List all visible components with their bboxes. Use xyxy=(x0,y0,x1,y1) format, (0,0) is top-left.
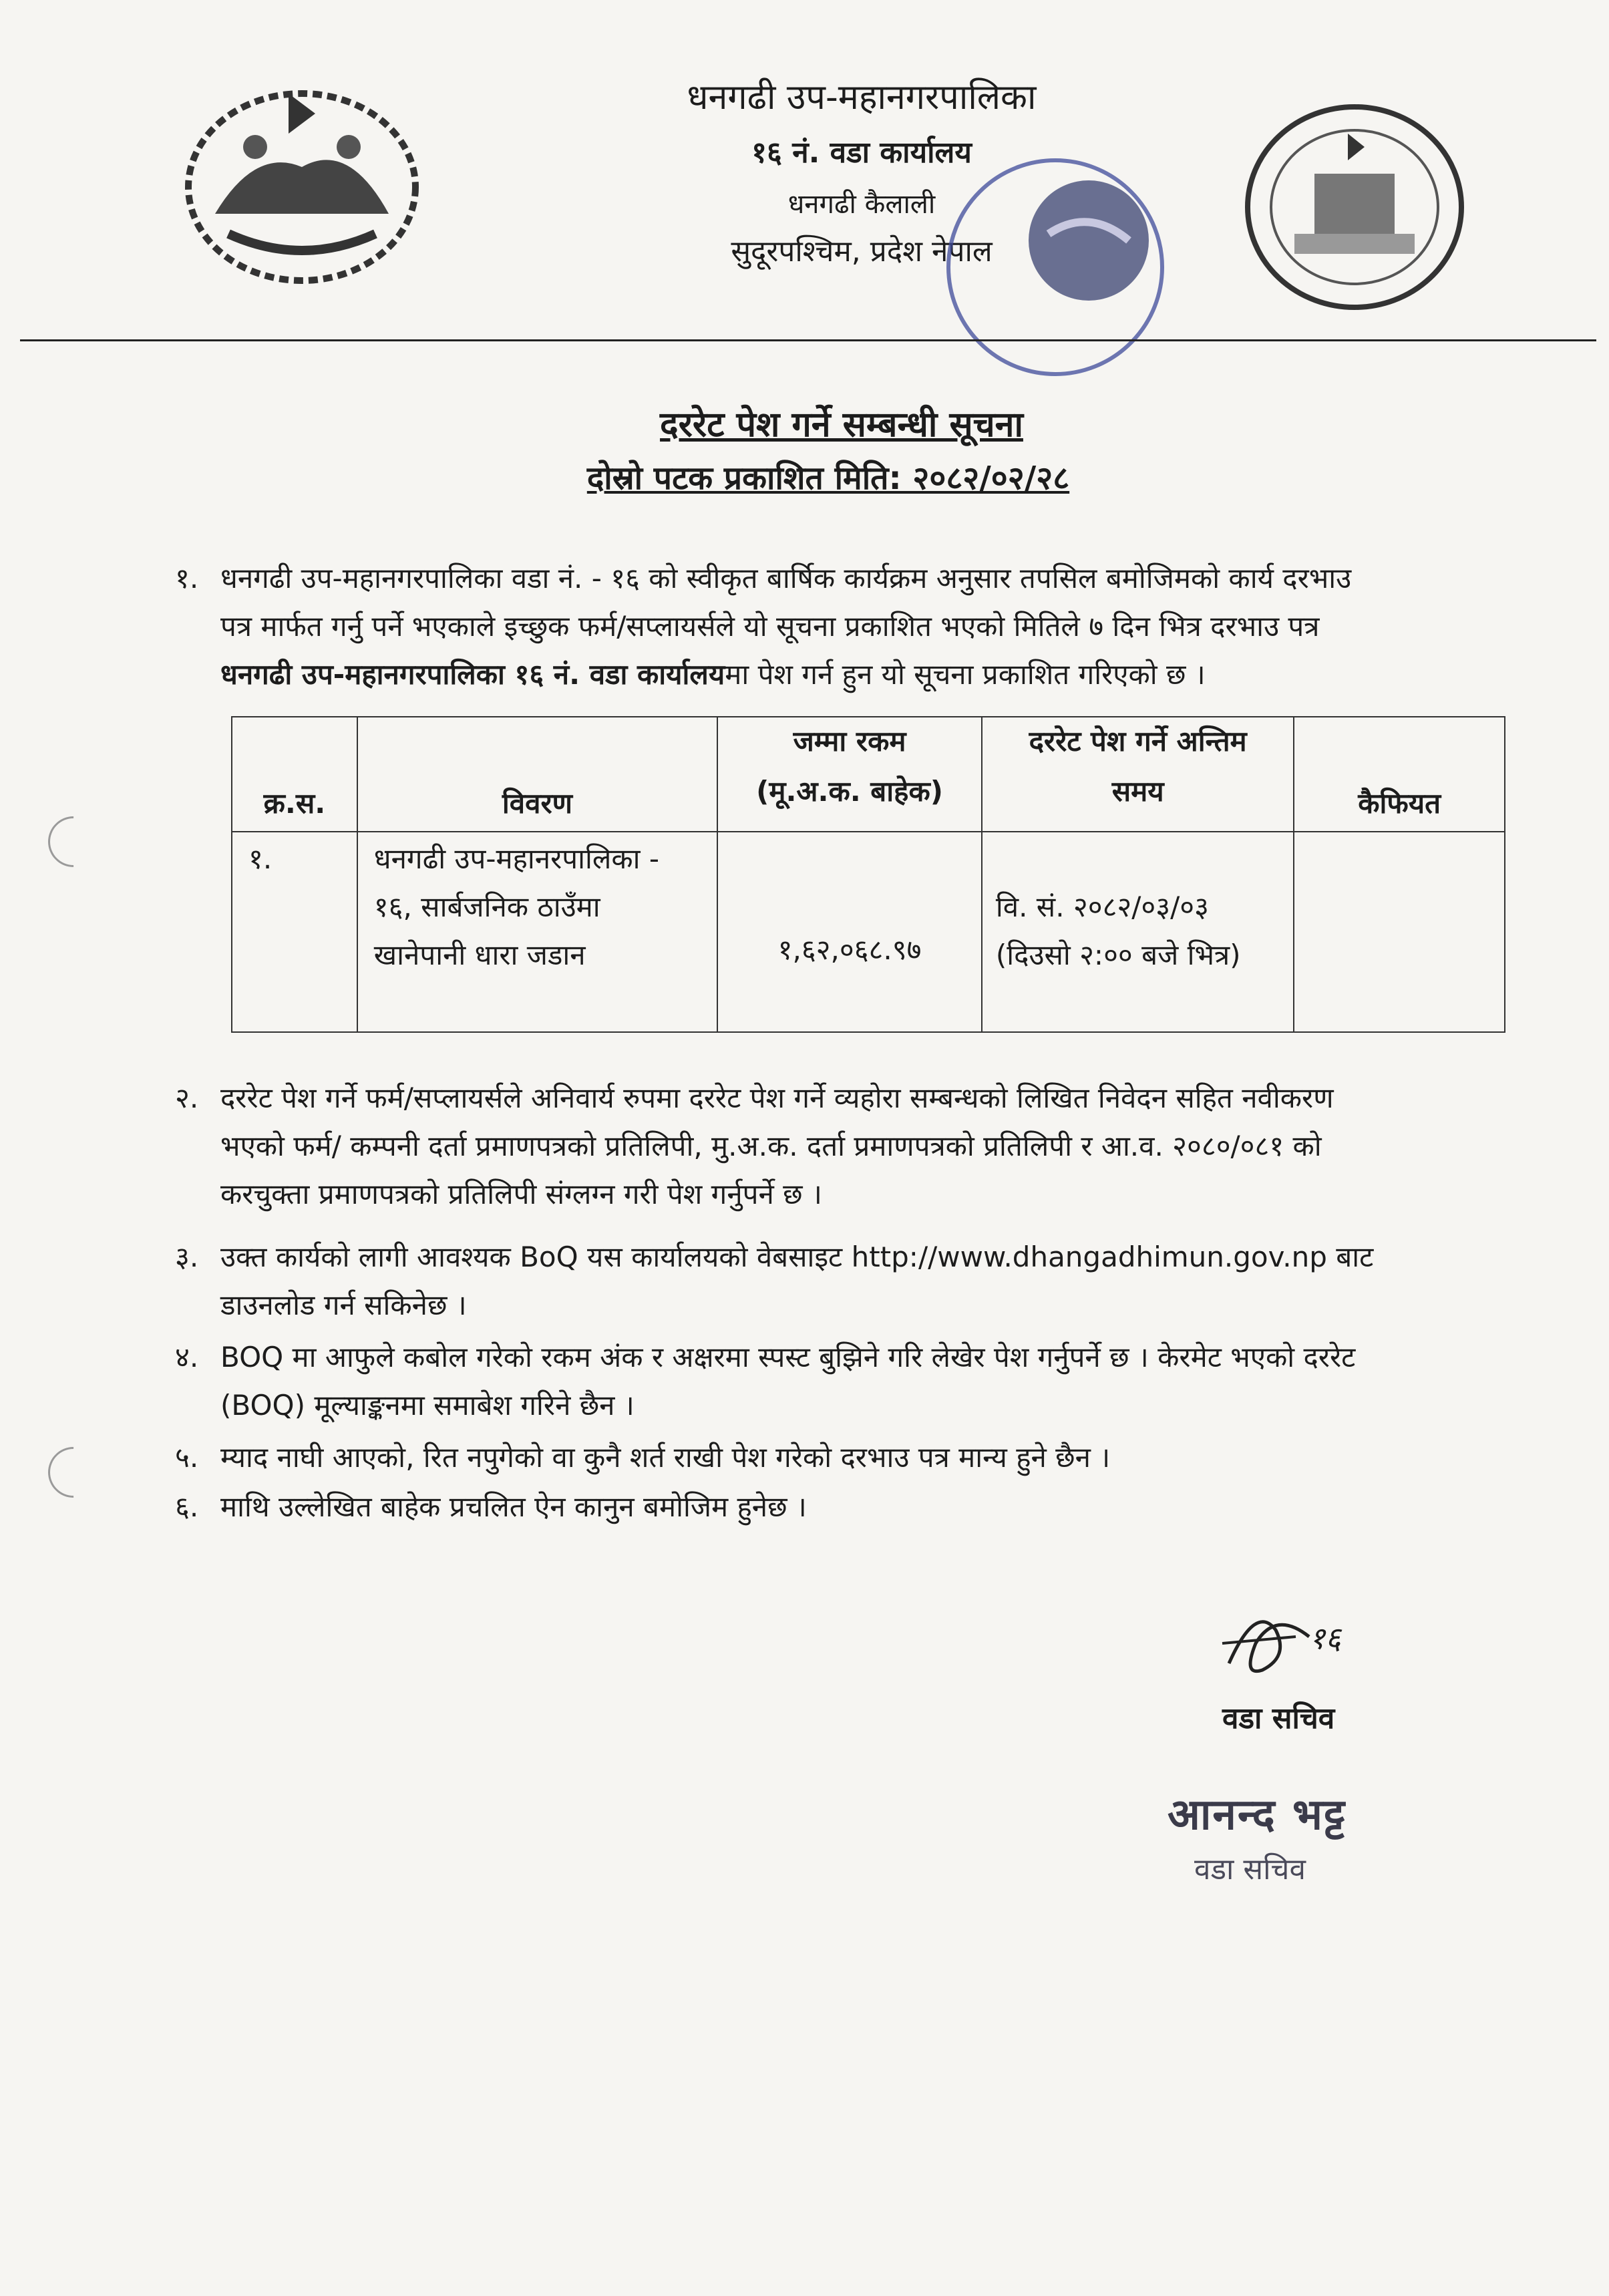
table-row xyxy=(232,832,1505,1032)
signature-scribble: १६ xyxy=(1309,1620,1341,1656)
header-amount xyxy=(717,717,982,832)
header-amount-line: जम्मा रकम xyxy=(793,725,906,758)
notice-published-date: दोस्रो पटक प्रकाशित मिति: २०८२/०२/२८ xyxy=(586,460,1070,497)
item-line: करचुक्ता प्रमाणपत्रको प्रतिलिपी संग्लग्न गरी पेश गर्नुपर्ने छ । xyxy=(220,1178,822,1210)
item-4-text xyxy=(220,1333,1523,1430)
cell-deadline xyxy=(982,832,1294,1032)
header-description: विवरण xyxy=(357,717,717,832)
item-line: माथि उल्लेखित बाहेक प्रचलित ऐन कानुन बमोजिम हुनेछ । xyxy=(220,1490,807,1523)
item-2-text xyxy=(220,1074,1523,1218)
desc-line: खानेपानी धारा जडान xyxy=(373,939,586,971)
item-line: पत्र मार्फत गर्नु पर्ने भएकाले इच्छुक फर्म/सप्लायर्सले यो सूचना प्रकाशित भएको मितिले ७ दिन भित्र दरभाउ पत्र xyxy=(220,610,1320,643)
name-stamp-role: वडा सचिव xyxy=(1194,1852,1306,1887)
notice-title: दररेट पेश गर्ने सम्बन्धी सूचना xyxy=(660,405,1023,445)
cell-amount: १,६२,०६८.९७ xyxy=(717,832,982,1032)
item-number: ६. xyxy=(175,1490,199,1523)
handwritten-signature xyxy=(1216,1590,1389,1690)
deadline-line: वि. सं. २०८२/०३/०३ xyxy=(995,890,1209,923)
item-1-text xyxy=(220,554,1523,699)
item-line: (BOQ) मूल्याङ्कनमा समाबेश गरिने छैन । xyxy=(220,1389,635,1422)
item-line xyxy=(220,651,1523,699)
tender-table xyxy=(231,716,1505,1033)
header-deadline-line: दररेट पेश गर्ने अन्तिम xyxy=(1029,725,1247,758)
item-number: ४. xyxy=(175,1341,199,1373)
item-number: ३. xyxy=(175,1241,199,1273)
item-6-text xyxy=(220,1483,1523,1531)
org-name: धनगढी उप-महानगरपालिका xyxy=(687,77,1037,118)
item-5-text xyxy=(220,1434,1523,1482)
item-line: भएको फर्म/ कम्पनी दर्ता प्रमाणपत्रको प्रतिलिपी, मु.अ.क. दर्ता प्रमाणपत्रको प्रतिलिपी र आ.व. २०८०/०८१ को xyxy=(220,1130,1322,1162)
item-line: धनगढी उप-महानगरपालिका वडा नं. - १६ को स्वीकृत बार्षिक कार्यक्रम अनुसार तपसिल बमोजिमको कार्य दरभाउ xyxy=(220,562,1352,595)
location: धनगढी कैलाली xyxy=(787,189,936,220)
table-header-row xyxy=(232,717,1505,832)
item-line: डाउनलोड गर्न सकिनेछ । xyxy=(220,1289,467,1321)
item-number: २. xyxy=(175,1082,199,1114)
office-seal-stamp xyxy=(915,154,1196,394)
item-line: दररेट पेश गर्ने फर्म/सप्लायर्सले अनिवार्य रुपमा दररेट पेश गर्ने व्यहोरा सम्बन्धको लिखित निवेदन सहित नवीकरण xyxy=(220,1082,1334,1114)
secretary-title: वडा सचिव xyxy=(1222,1701,1335,1736)
province: सुदूरपश्चिम, प्रदेश नेपाल xyxy=(731,234,993,269)
municipality-logo xyxy=(1241,100,1468,314)
header-deadline-line: समय xyxy=(1111,775,1164,808)
punch-hole-mark xyxy=(37,1436,109,1508)
item-line: BOQ मा आफुले कबोल गरेको रकम अंक र अक्षरमा स्पस्ट बुझिने गरि लेखेर पेश गर्नुपर्ने छ । केरमेट भएको दररेट xyxy=(220,1341,1356,1373)
item-3-text xyxy=(220,1233,1523,1329)
cell-description xyxy=(357,832,717,1032)
desc-line: धनगढी उप-महानरपालिका - xyxy=(373,842,659,875)
item-number: ५. xyxy=(175,1441,199,1474)
name-stamp: आनन्द भट्ट xyxy=(1168,1790,1347,1840)
header-sn: क्र.स. xyxy=(232,717,357,832)
cell-sn: १. xyxy=(232,832,357,1032)
desc-line: १६, सार्बजनिक ठाउँमा xyxy=(373,890,600,923)
item-line: उक्त कार्यको लागी आवश्यक BoQ यस कार्यालयको वेबसाइट http://www.dhangadhimun.gov.np बाट xyxy=(220,1241,1374,1273)
header-remarks: कैफियत xyxy=(1294,717,1505,832)
item-line-tail: मा पेश गर्न हुन यो सूचना प्रकाशित गरिएको छ । xyxy=(725,658,1206,691)
cell-remarks xyxy=(1294,832,1505,1032)
header-deadline xyxy=(982,717,1294,832)
deadline-line: (दिउसो २:०० बजे भित्र) xyxy=(995,939,1241,971)
item-line: म्याद नाघी आएको, रित नपुगेको वा कुनै शर्त राखी पेश गरेको दरभाउ पत्र मान्य हुने छैन । xyxy=(220,1441,1111,1474)
ward-office-bold: धनगढी उप-महानगरपालिका १६ नं. वडा कार्यालय xyxy=(220,658,725,691)
nepal-emblem-logo xyxy=(175,67,429,294)
punch-hole-mark xyxy=(37,806,109,877)
item-number: १. xyxy=(175,562,199,595)
header-amount-line: (मू.अ.क. बाहेक) xyxy=(756,775,943,808)
ward-office: १६ नं. वडा कार्यालय xyxy=(751,136,972,170)
header-divider xyxy=(20,339,1596,341)
